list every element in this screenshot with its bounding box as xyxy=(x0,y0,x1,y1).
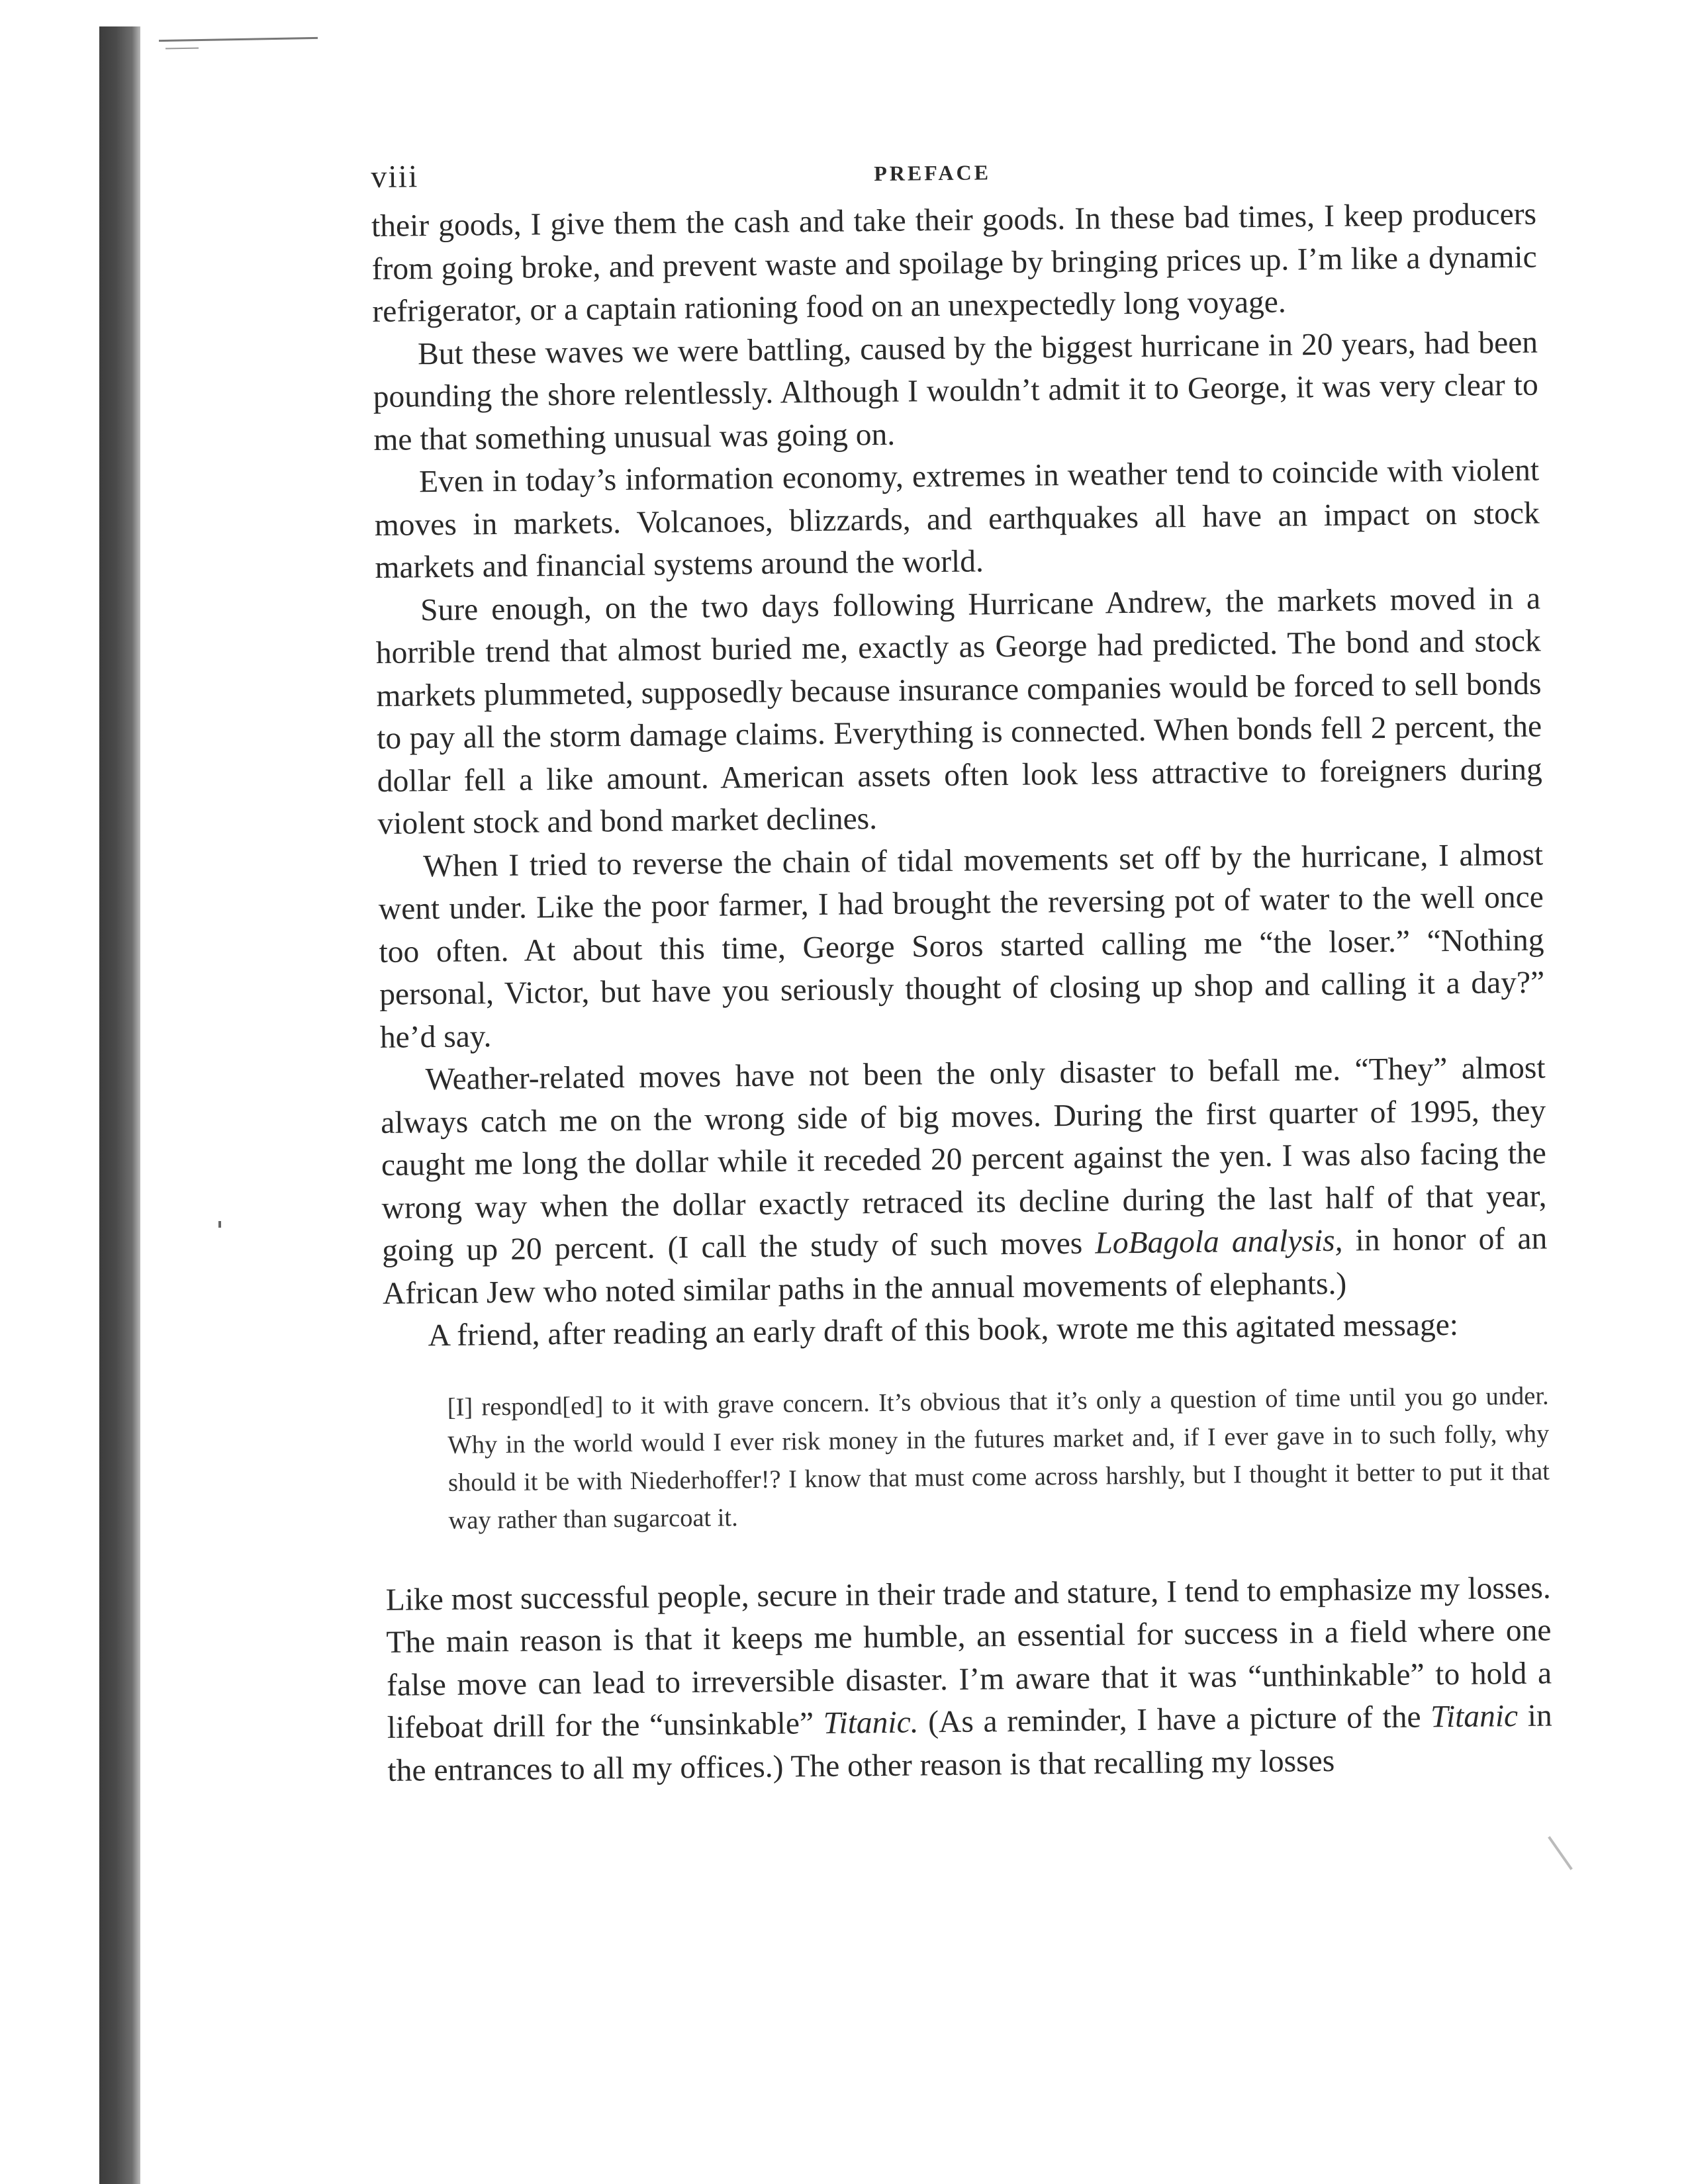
scan-binding-shadow xyxy=(99,26,140,2184)
scan-speck xyxy=(218,1221,221,1228)
book-page xyxy=(371,147,1553,1792)
running-title: PREFACE xyxy=(874,160,992,186)
paragraph-6 xyxy=(380,1046,1548,1314)
closing-text-c: in the entrances to all my offices.) The other reason is that recalling my losses xyxy=(387,1698,1553,1788)
body-text xyxy=(371,193,1548,1358)
paragraph-5: When I tried to reverse the chain of tidal movements set off by the hurricane, I almost went under. Like the poor farmer, I had brought the reversing pot of water to the well once too often. At about this time, George Soros started calling me “the loser.” “Nothing personal, Victor, but have you seriously thought of closing up shop and calling it a day?” he’d say. xyxy=(378,837,1545,1055)
closing-italic-titanic-1: Titanic. xyxy=(823,1705,919,1741)
paragraph-7: A friend, after reading an early draft of this book, wrote me this agitated message: xyxy=(428,1307,1459,1353)
paragraph-6-text-b: in honor of an African Jew who noted similar paths in the annual movements of elephants.) xyxy=(382,1221,1548,1311)
paragraph-3: Even in today’s information economy, extremes in weather tend to coincide with violent moves in markets. Volcanoes, blizzards, and earthquakes all have an impact on stock markets and financial systems around the world. xyxy=(374,453,1540,585)
closing-text-a: Like most successful people, secure in their trade and stature, I tend to emphasize my losses. The main reason is that it keeps me humble, an essential for success in a field where one false move can lead to irreversible disaster. I’m aware that it was “unthinkable” to hold a lifeboat drill for the “unsinkable” xyxy=(385,1570,1552,1745)
closing-italic-titanic-2: Titanic xyxy=(1430,1698,1519,1735)
scan-artifact-line-short xyxy=(165,48,199,50)
block-quote: [I] respond[ed] to it with grave concern. It’s obvious that it’s only a question of time until you go under. Why in the world would I ever risk money in the futures market and, if I ever gave in to such folly, why should it be with Niederhoffer!? I know that must come across harshly, but I thought it better to put it that way rather than sugarcoat it. xyxy=(447,1381,1550,1535)
scan-artifact-line xyxy=(159,37,318,42)
paragraph-2: But these waves we were battling, caused by the biggest hurricane in 20 years, had been pounding the shore relentlessly. Although I wouldn’t admit it to George, it was very clear to me that something unusual was going on. xyxy=(373,325,1538,457)
closing-text-b: (As a reminder, I have a picture of the xyxy=(918,1700,1431,1740)
paragraph-6-text-a: Weather-related moves have not been the only disaster to befall me. “They” almost always catch me on the wrong side of big moves. During the first quarter of 1995, they caught me long the dollar while it receded 20 percent against the yen. I was also facing the wrong way when the dollar exactly retraced its decline during the last half of that year, going up 20 percent. (I call the study of such moves xyxy=(380,1050,1547,1268)
paragraph-1: their goods, I give them the cash and take their goods. In these bad times, I keep producers from going broke, and prevent waste and spoilage by bringing prices up. I’m like a dynamic refrigerator, or a captain rationing food on an unexpectedly long voyage. xyxy=(371,197,1537,329)
paragraph-6-italic: LoBagola analysis, xyxy=(1095,1223,1343,1261)
margin-pencil-mark xyxy=(1548,1836,1573,1870)
page-number: viii xyxy=(371,159,419,195)
closing-paragraph xyxy=(385,1567,1552,1792)
paragraph-4: Sure enough, on the two days following Hurricane Andrew, the markets moved in a horrible trend that almost buried me, exactly as George had predicted. The bond and stock markets plummeted, supposedly because insurance companies would be forced to sell bonds to pay all the storm damage claims. Everything is connected. When bonds fell 2 percent, the dollar fell a like amount. American assets often look less attractive to foreigners during violent stock and bond market declines. xyxy=(375,581,1543,841)
closing-text xyxy=(385,1567,1552,1792)
